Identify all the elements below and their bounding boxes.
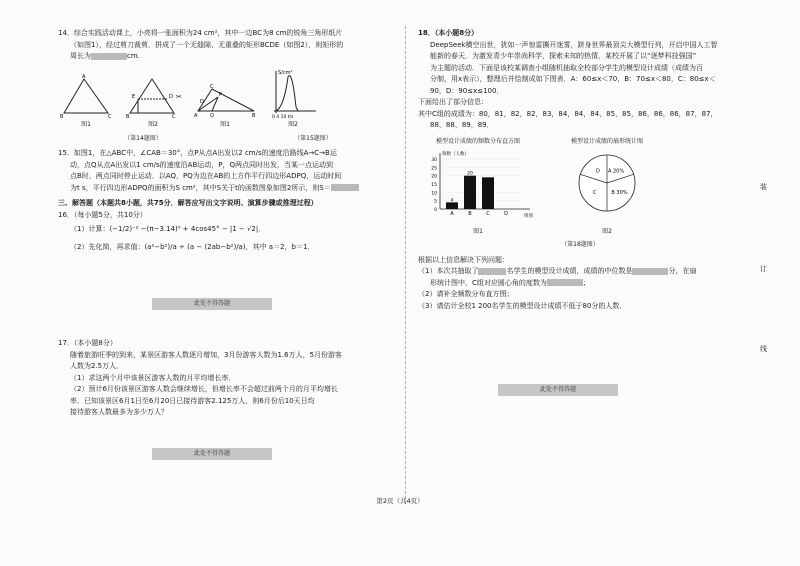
y-tick-label: 30 [431, 158, 437, 163]
y-tick-label: 10 [431, 191, 437, 197]
q15-group-caption: （第15题图） [294, 134, 332, 142]
binding-mark-ding: 订 [760, 265, 767, 273]
bar-C [482, 177, 494, 209]
histogram-chart [418, 147, 538, 219]
q15-figure-1 [192, 73, 258, 131]
q15-graph-ylabel: S/cm² [278, 70, 293, 76]
page-footer: 第2页（共4页） [376, 497, 424, 505]
pie-slice-label-A: A 20% [607, 168, 625, 175]
q14-fig1-caption: 图1 [81, 121, 91, 128]
histogram-title: 模型设计成绩的频数分布直方图 [435, 137, 520, 145]
q15-fig1-caption: 图1 [220, 121, 230, 128]
y-tick-label: 15 [431, 183, 437, 188]
q15-figure-2 [268, 67, 318, 131]
q18-line1: DeepSeek横空出世，犹如一声惊雷撕开迷雾，跻身世界最顶尖大模型行列，开启中国人工智 [430, 40, 718, 49]
q17-line3: （1）求这两个月中该景区游客人数的月平均增长率． [70, 373, 236, 382]
svg-text:B: B [126, 114, 130, 119]
pie-chart [562, 147, 652, 219]
q17-block [58, 338, 398, 419]
q15-line1: 15．如图1，在△ABC中，∠CAB＝30°，点P从点A出发以2 cm/s的速度沿路线A→C→B运 [58, 149, 337, 157]
x-tick-label: D [504, 211, 508, 217]
q17-head: 17．（本小题8分） [58, 339, 117, 347]
q14-text-b: （如图1），经过剪刀裁剪，拼成了一个无缝隙、无重叠的矩形BCDE（如图2），则矩形的 [70, 40, 344, 49]
svg-text:Q: Q [210, 113, 214, 119]
q18-q1-e: ； [582, 278, 590, 287]
q18-line8: 88，88，89，89． [430, 121, 494, 129]
svg-text:A: A [194, 113, 198, 119]
svg-text:D: D [169, 94, 173, 100]
binding-mark-zhuang: 装 [760, 183, 767, 191]
q18-q3: （3）请估计全校1 200名学生的模型设计成绩不低于80分的人数． [418, 301, 627, 310]
q14-text-c-post: cm. [127, 52, 140, 60]
column-divider [405, 26, 406, 504]
no-answer-zone-banner: 此处不得答题 [498, 384, 618, 396]
q18-q1 [418, 266, 742, 278]
q14-group-caption: （第14题图） [124, 134, 162, 142]
q17-line2: 人数为2.5万人． [70, 362, 124, 370]
x-tick-label: B [468, 211, 472, 217]
q14-figure-1 [58, 73, 114, 131]
q18-line2: 能新的春天．为激发青少年崇尚科学，探索未知的热情，某校开展了以“逐梦科技强国” [430, 52, 697, 60]
svg-text:B: B [60, 114, 64, 119]
svg-text:C: C [172, 114, 176, 119]
q18-group-caption: （第18题图） [561, 241, 599, 248]
pie-slice-label-C: C [592, 190, 597, 197]
q15-line4-text: 为t s，平行四边形ADPQ的面积为S cm²，其中S关于t的函数图象如图2所示，则S＝ [70, 183, 331, 192]
bar-value-label: 4 [450, 198, 454, 204]
q17-line5: 率．已知该景区6月1日至6月20日已接待游客2.125万人，则6月份后10天日均 [70, 396, 315, 405]
y-tick-label: 20 [431, 174, 437, 180]
svg-text:B: B [252, 113, 256, 119]
no-answer-zone-banner: 此处不得答题 [152, 298, 272, 310]
q18-q1-a: （1）本次共抽取了 [418, 267, 479, 275]
q14-text-c [58, 51, 398, 63]
redacted-answer-blank [91, 53, 127, 60]
redacted-answer-blank [478, 268, 506, 275]
pie-slice-label-D: D [596, 168, 600, 175]
q18-line5: 90，D：90≤x≤100． [430, 86, 504, 95]
y-tick-label: 25 [431, 166, 437, 172]
pie-title: 模型设计成绩的扇形统计图 [570, 137, 643, 145]
q15-graph-xticks: 0 4 10 t/s [272, 115, 294, 119]
q16-part1: （1）计算：(−1/2)⁻² −(π−3.14)⁰ + 4cos45° − |1 − √2|． [70, 225, 266, 233]
q14-q15-figures [58, 67, 398, 131]
svg-text:E: E [132, 94, 136, 100]
q16-part2: （2）先化简，再求值：(a²−b²)/a ÷ (a − (2ab−b²)/a)，其中 a＝2，b＝1． [70, 242, 315, 251]
q15-fig2-caption: 图2 [288, 121, 298, 128]
q18-charts [418, 136, 742, 238]
q14-text-c-pre: 周长为 [70, 52, 91, 60]
section-3-heading: 三、解答题（本题共8小题，共75分．解答应写出文字说明、演算步骤或推理过程） [58, 199, 318, 207]
q17-line1: 随着旅游旺季的到来，某景区游客人数逐月增加，3月份游客人数为1.6万人，5月份游客 [70, 350, 343, 359]
q17-line4: （2）预计6月份该景区游客人数会继续增长，但增长率不会超过前两个月的月平均增长 [70, 385, 338, 393]
q15-line3: 点B时，两点同时停止运动．以AQ，PQ为边在AB的上方作平行四边形ADPQ，运动时间 [70, 172, 342, 180]
svg-text:A: A [82, 74, 86, 80]
q14-text-a: 14．综合实践活动课上，小亮将一张面积为24 cm²，其中一边BC为8 cm的锐角三角形纸片 [58, 29, 343, 37]
q14-figure-2 [124, 73, 182, 131]
q17-line6: 接待游客人数最多为多少万人？ [70, 408, 168, 416]
bar-value-label: 20 [467, 171, 473, 177]
pie-slice-label-B: B 30% [611, 190, 628, 197]
q18-q1-d: 形统计图中，C组对应圆心角的度数为 [430, 278, 547, 287]
q18-q1-c: 分，在扇 [668, 267, 697, 275]
svg-text:D: D [200, 99, 204, 105]
right-column [418, 28, 742, 312]
redacted-answer-blank [331, 184, 359, 191]
svg-text:✂: ✂ [176, 93, 182, 101]
q18-q1-line2 [418, 278, 742, 290]
svg-text:C: C [210, 84, 214, 90]
q18-fig1-caption: 图1 [473, 227, 483, 235]
q16-head: 16．（每小题5分，共10分） [58, 210, 147, 219]
q14-fig2-caption: 图2 [148, 121, 158, 128]
q18-fig2-caption: 图2 [602, 227, 612, 235]
x-axis-label: 组别 [524, 214, 533, 219]
q15-line2: 动，点Q从点A出发以1 cm/s的速度沿AB运动，P，Q两点同时出发，当某一点运动到 [70, 160, 333, 169]
q18-line3: 为主题的活动．下面是该校某调查小组随机抽取全校部分学生的模型设计成绩（成绩为百 [430, 63, 703, 72]
redacted-answer-blank [632, 268, 668, 275]
q18-head: 18．（本小题8分） [418, 29, 479, 37]
x-tick-label: C [486, 211, 490, 217]
y-tick-label: 5 [434, 199, 437, 205]
y-axis-label: 频数（人数） [442, 152, 469, 157]
redacted-answer-blank [547, 279, 583, 286]
q18-q2: （2）请补全频数分布直方图； [418, 290, 514, 298]
svg-text:P: P [219, 92, 223, 98]
y-tick-label: 0 [434, 208, 437, 213]
q18-q-intro: 根据以上信息解决下列问题： [418, 255, 509, 264]
q18-q1-b: 名学生的模型设计成绩，成绩的中位数是 [506, 267, 633, 275]
svg-text:C: C [108, 114, 112, 119]
histogram-figure [418, 136, 538, 238]
q18-line4: 分制，用x表示），整理后并绘制成如下图表．A：60≤x＜70，B：70≤x＜80，C：80≤x＜ [430, 75, 716, 83]
bar-B [464, 176, 476, 209]
q18-line6: 下面给出了部分信息： [418, 98, 488, 106]
q15-line4 [58, 183, 398, 195]
binding-mark-xian: 线 [760, 345, 767, 353]
no-answer-zone-banner: 此处不得答题 [152, 448, 272, 460]
left-column [58, 28, 398, 253]
q18-line7: 其中C组的成绩为：80，81，82，82，83，84，84，84，85，85，86，86，86，87，87， [418, 109, 718, 118]
x-tick-label: A [450, 211, 454, 217]
pie-figure [562, 136, 652, 238]
